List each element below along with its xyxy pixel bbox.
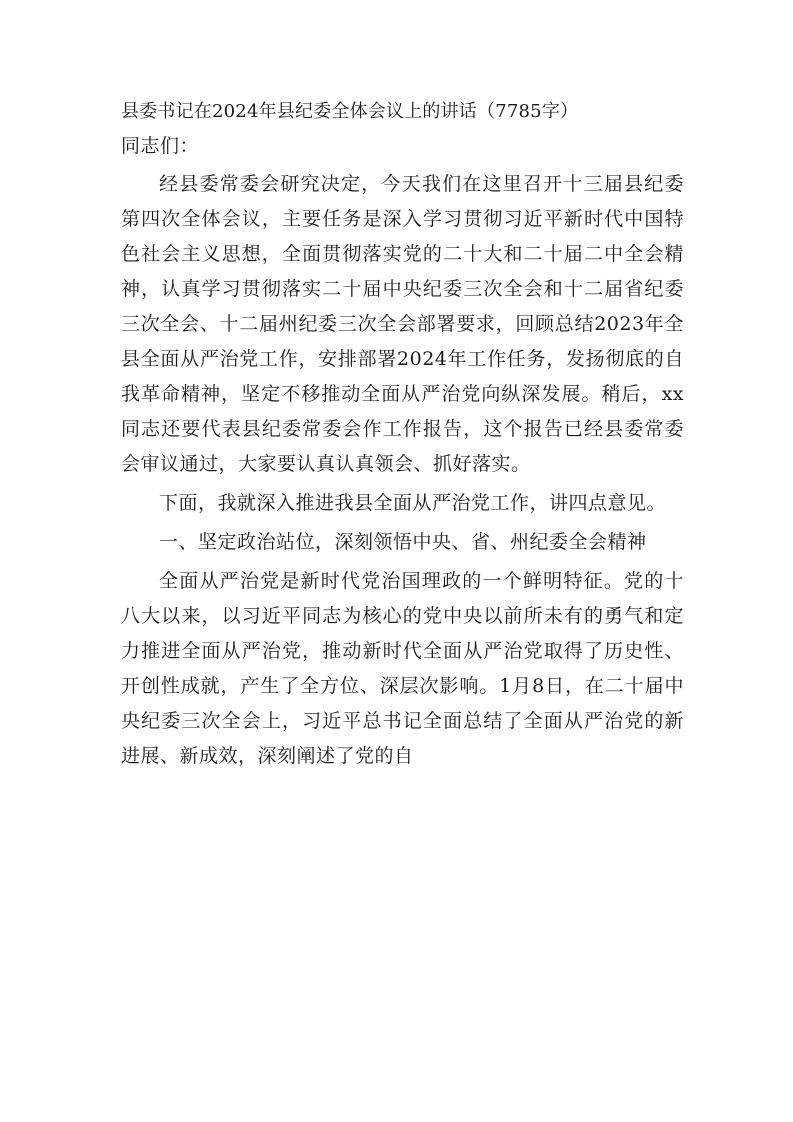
document-body	[121, 95, 684, 778]
section-heading-1: 一、坚定政治站位，深刻领悟中央、省、州纪委全会精神	[159, 531, 647, 553]
document-title: 县委书记在2024年县纪委全体会议上的讲话（7785字）	[121, 101, 579, 122]
paragraph-opening: 经县委常委会研究决定，今天我们在这里召开十三届县纪委第四次全体会议，主要任务是深入学习贯彻习近平新时代中国特色社会主义思想，全面贯彻落实党的二十大和二十届二中全会精神，认真学习贯彻落实二十届中央纪委三次全会和十二届省纪委三次全会、十二届州纪委三次全会部署要求，回顾总结2023年全县全面从严治党工作，安排部署2024年工作任务，发扬彻底的自我革命精神，坚定不移推动全面从严治党向纵深发展。稍后，xx同志还要代表县纪委常委会作工作报告，这个报告已经县委常委会审议通过，大家要认真认真领会、抓好落实。	[121, 173, 684, 475]
salutation: 同志们：	[121, 135, 200, 157]
paragraph-section-1: 全面从严治党是新时代党治国理政的一个鲜明特征。党的十八大以来，以习近平同志为核心的党中央以前所未有的勇气和定力推进全面从严治党，推动新时代全面从严治党取得了历史性、开创性成就，产生了全方位、深层次影响。1月8日，在二十届中央纪委三次全会上，习近平总书记全面总结了全面从严治党的新进展、新成效，深刻阐述了党的自	[121, 570, 684, 767]
paragraph-outline: 下面，我就深入推进我县全面从严治党工作，讲四点意见。	[159, 492, 667, 514]
